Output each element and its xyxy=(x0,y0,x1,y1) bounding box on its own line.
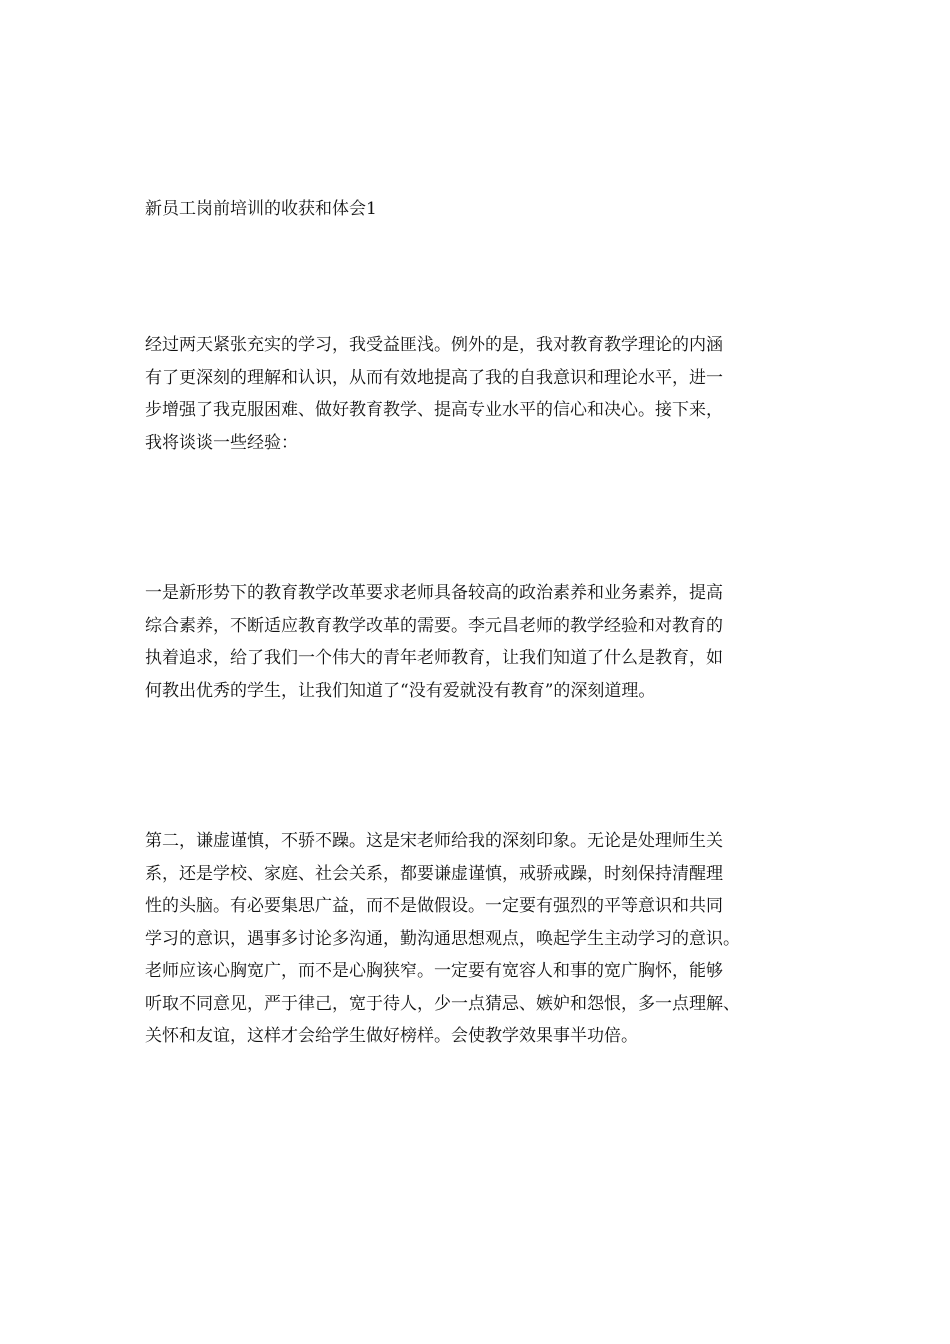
paragraph-line: 老师应该心胸宽广，而不是心胸狭窄。一定要有宽容人和事的宽广胸怀，能够 xyxy=(145,961,723,981)
paragraph-line: 一是新形势下的教育教学改革要求老师具备较高的政治素养和业务素养，提高 xyxy=(145,583,723,603)
paragraph-line: 性的头脑。有必要集思广益，而不是做假设。一定要有强烈的平等意识和共同 xyxy=(145,896,723,916)
document-title: 新员工岗前培训的收获和体会1 xyxy=(145,199,377,219)
paragraph-2 xyxy=(145,577,723,707)
paragraph-line: 综合素养，不断适应教育教学改革的需要。李元昌老师的教学经验和对教育的 xyxy=(145,615,723,636)
paragraph-line: 关怀和友谊，这样才会给学生做好榜样。会使教学效果事半功倍。 xyxy=(145,1026,638,1046)
paragraph-line: 执着追求，给了我们一个伟大的青年老师教育，让我们知道了什么是教育，如 xyxy=(145,648,723,668)
paragraph-3 xyxy=(145,825,740,1053)
paragraph-line: 学习的意识，遇事多讨论多沟通，勤沟通思想观点，唤起学生主动学习的意识。 xyxy=(145,928,740,949)
paragraph-line: 第二，谦虚谨慎，不骄不躁。这是宋老师给我的深刻印象。无论是处理师生关 xyxy=(145,831,723,851)
paragraph-1 xyxy=(145,329,723,459)
paragraph-line: 听取不同意见，严于律己，宽于待人，少一点猜忌、嫉妒和怨恨，多一点理解、 xyxy=(145,993,740,1014)
paragraph-line: 我将谈谈一些经验： xyxy=(145,432,298,453)
paragraph-line: 经过两天紧张充实的学习，我受益匪浅。例外的是，我对教育教学理论的内涵 xyxy=(145,335,723,355)
paragraph-line: 步增强了我克服困难、做好教育教学、提高专业水平的信心和决心。接下来， xyxy=(145,400,723,420)
paragraph-line: 系，还是学校、家庭、社会关系，都要谦虚谨慎，戒骄戒躁，时刻保持清醒理 xyxy=(145,863,723,884)
paragraph-line: 何教出优秀的学生，让我们知道了“没有爱就没有教育”的深刻道理。 xyxy=(145,680,656,701)
paragraph-line: 有了更深刻的理解和认识，从而有效地提高了我的自我意识和理论水平，进一 xyxy=(145,367,723,388)
